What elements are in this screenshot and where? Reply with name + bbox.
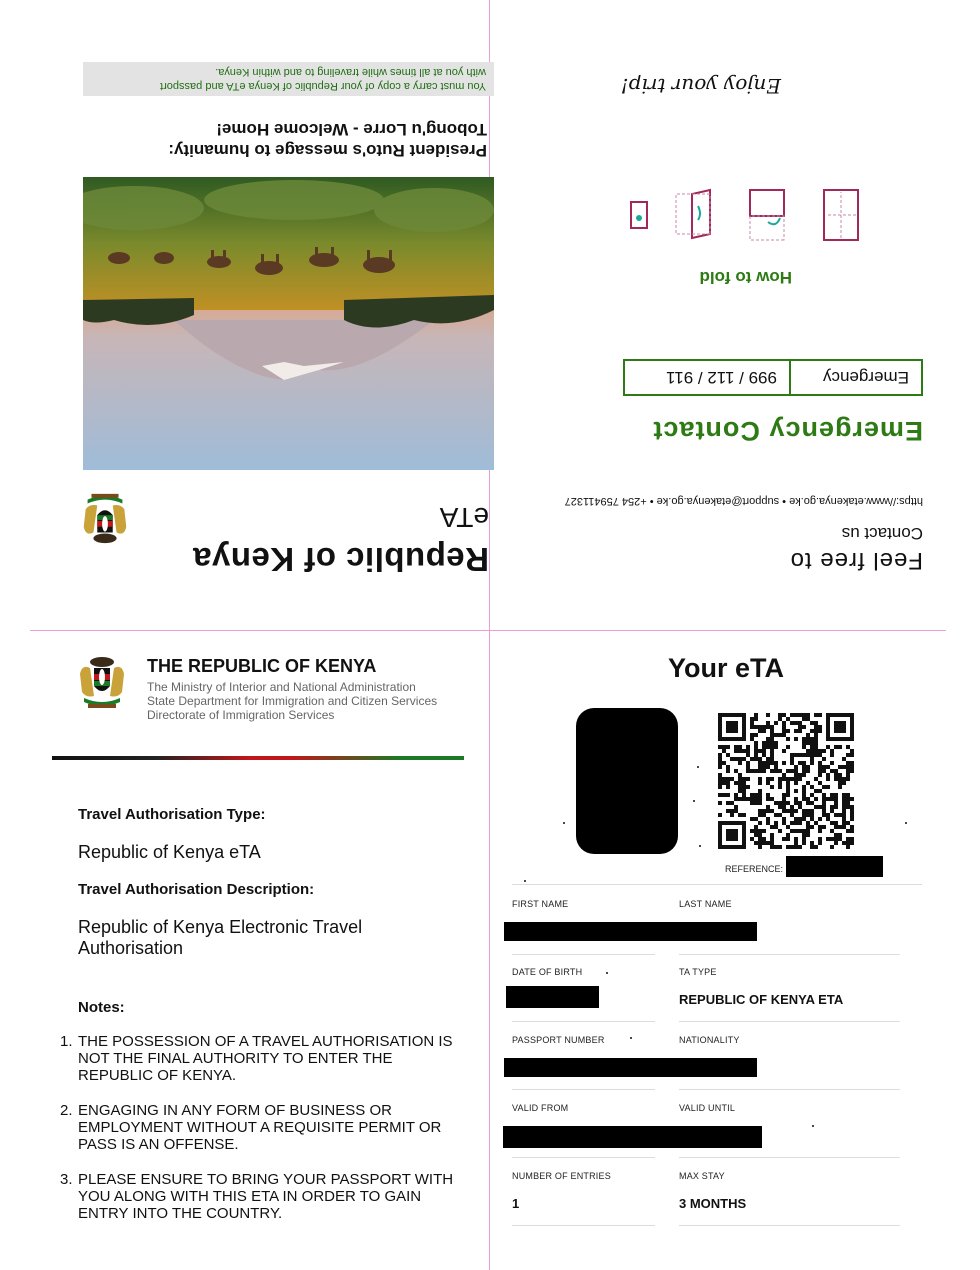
kenya-coat-of-arms-icon	[72, 652, 132, 712]
directorate-line: Directorate of Immigration Services	[147, 708, 335, 722]
emergency-label: Emergency	[789, 361, 921, 394]
cover-subtitle: eTA	[439, 502, 489, 533]
auth-desc-value-line-1: Republic of Kenya Electronic Travel	[78, 917, 363, 937]
speck	[693, 800, 695, 802]
max-stay-label: MAX STAY	[679, 1171, 725, 1181]
number-of-entries-value: 1	[512, 1196, 520, 1211]
carry-document-note	[83, 62, 494, 96]
dob-label: DATE OF BIRTH	[512, 967, 583, 977]
carry-note-line-2: with you at all times while traveling to and within Kenya.	[215, 66, 486, 78]
speck	[699, 845, 701, 847]
redacted-passport-nationality	[504, 1058, 757, 1077]
max-stay-value: 3 MONTHS	[679, 1196, 747, 1211]
contact-panel	[490, 0, 946, 630]
last-name-label: LAST NAME	[679, 899, 732, 909]
qr-code	[718, 713, 854, 849]
reference-label: REFERENCE:	[725, 864, 784, 874]
redacted-validity-dates	[503, 1126, 762, 1148]
auth-desc-value-line-2: Authorisation	[78, 938, 184, 958]
note-text: ENGAGING IN ANY FORM OF BUSINESS OR EMPLOYMENT WITHOUT A REQUISITE PERMIT OR PASS IS AN OFFENSE.	[78, 1102, 442, 1153]
number-of-entries-label: NUMBER OF ENTRIES	[512, 1171, 611, 1181]
divider	[512, 1157, 655, 1158]
department-line: State Department for Immigration and Citizen Services	[147, 694, 438, 708]
note-number: 3.	[60, 1171, 73, 1188]
redacted-reference	[786, 856, 883, 877]
passport-number-label: PASSPORT NUMBER	[512, 1035, 605, 1045]
landscape-photo	[83, 177, 494, 470]
divider	[679, 1021, 900, 1022]
first-name-label: FIRST NAME	[512, 899, 569, 909]
republic-heading: THE REPUBLIC OF KENYA	[147, 656, 377, 676]
cover-title: Republic of Kenya	[192, 541, 489, 578]
divider	[512, 1021, 655, 1022]
national-colors-rule	[52, 756, 464, 760]
speck	[630, 1037, 632, 1039]
divider	[512, 1089, 655, 1090]
contact-links: https://www.etakenya.go.ke • support@etakenya.go.ke • +254 759411327	[564, 495, 923, 507]
note-text: PLEASE ENSURE TO BRING YOUR PASSPORT WITH YOU ALONG WITH THIS ETA IN ORDER TO GAIN ENTRY INTO THE COUNTRY.	[78, 1171, 454, 1222]
redacted-name	[504, 922, 757, 941]
enjoy-your-trip-text: Enjoy your trip!	[620, 74, 781, 98]
valid-from-label: VALID FROM	[512, 1103, 569, 1113]
notes-label: Notes:	[78, 999, 125, 1016]
speck	[697, 766, 699, 768]
divider	[679, 1157, 900, 1158]
redacted-photo	[576, 708, 678, 854]
divider	[679, 1089, 900, 1090]
how-to-fold-heading: How to fold	[699, 268, 792, 287]
divider	[512, 954, 655, 955]
speck	[812, 1125, 814, 1127]
speck	[524, 880, 526, 882]
emergency-table	[623, 359, 923, 396]
note-number: 2.	[60, 1102, 73, 1119]
emergency-numbers: 999 / 112 / 911	[666, 368, 777, 388]
nationality-label: NATIONALITY	[679, 1035, 740, 1045]
speck	[606, 972, 608, 974]
auth-type-label: Travel Authorisation Type:	[78, 806, 266, 823]
feel-free-heading: Feel free to	[789, 547, 923, 574]
divider	[512, 1225, 655, 1226]
kenya-coat-of-arms-icon	[76, 490, 134, 548]
ta-type-label: TA TYPE	[679, 967, 717, 977]
fold-instructions-icon	[620, 186, 860, 242]
auth-desc-label: Travel Authorisation Description:	[78, 881, 315, 898]
ministry-line: The Ministry of Interior and National Administration	[147, 680, 416, 694]
contact-us-text: Contact us	[841, 524, 923, 543]
carry-note-line-1: You must carry a copy of your Republic of Kenya eTA and passport	[160, 80, 486, 92]
emergency-contact-heading: Emergency Contact	[652, 416, 923, 446]
ta-type-value: REPUBLIC OF KENYA ETA	[679, 992, 844, 1007]
president-message-heading: President Ruto's message to humanity:	[168, 141, 487, 160]
cover-panel	[30, 0, 489, 630]
valid-until-label: VALID UNTIL	[679, 1103, 736, 1113]
auth-type-value: Republic of Kenya eTA	[78, 842, 261, 862]
your-eta-title: Your eTA	[668, 653, 785, 683]
note-text: THE POSSESSION OF A TRAVEL AUTHORISATION IS NOT THE FINAL AUTHORITY TO ENTER THE REPUBLIC OF KENYA.	[78, 1033, 453, 1084]
divider	[679, 1225, 900, 1226]
redacted-dob	[506, 986, 599, 1008]
note-number: 1.	[60, 1033, 73, 1050]
divider	[679, 954, 900, 955]
speck	[563, 822, 565, 824]
horizontal-fold-line	[30, 630, 946, 631]
president-message-text: Tobong'u Lorre - Welcome Home!	[216, 120, 487, 139]
divider	[512, 884, 922, 885]
speck	[905, 822, 907, 824]
